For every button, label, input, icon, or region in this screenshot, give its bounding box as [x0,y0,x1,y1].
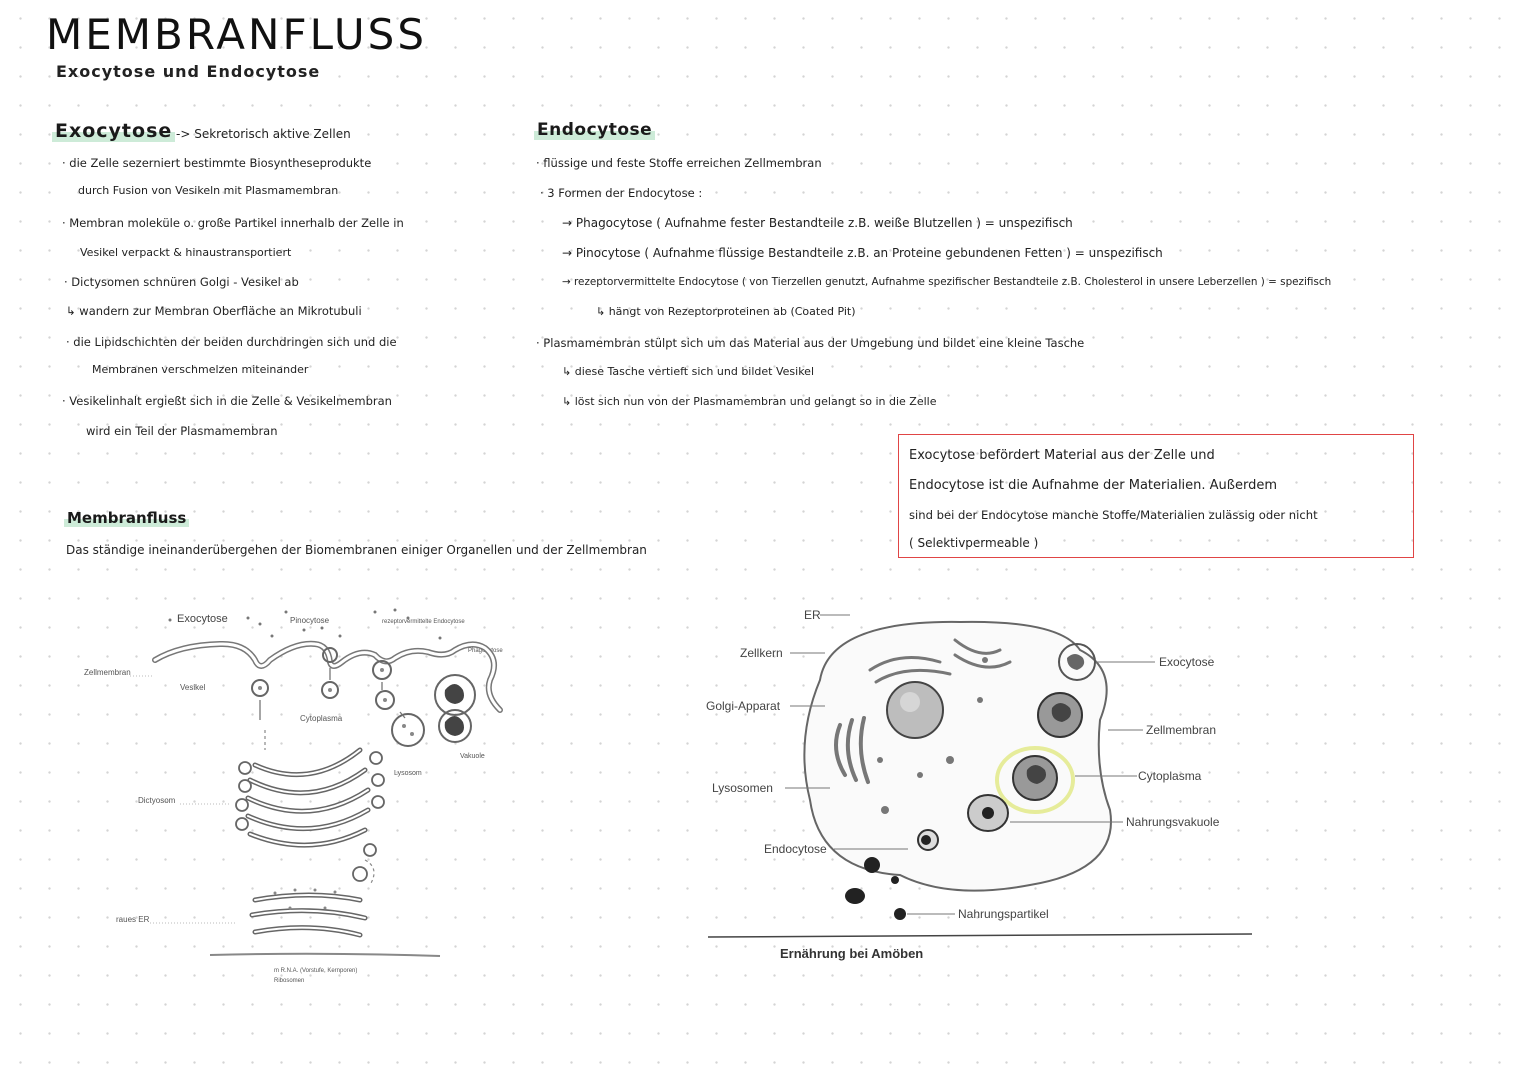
endo-line-2: · 3 Formen der Endocytose : [540,186,703,200]
amoeba-label-golgi: Golgi-Apparat [706,699,781,713]
exo-line-2: durch Fusion von Vesikeln mit Plasmamembran [78,184,339,197]
amoeba-label-nahrungspartikel: Nahrungspartikel [958,907,1049,921]
exo-line-8: Membranen verschmelzen miteinander [92,363,309,376]
amoeba-label-cytoplasma: Cytoplasma [1138,769,1202,783]
page-subtitle: Exocytose und Endocytose [56,62,321,81]
exocytose-heading: Exocytose [52,120,175,142]
exo-line-5: · Dictysomen schnüren Golgi - Vesikel ab [64,275,299,289]
label-dictyosom: Dictyosom [138,796,176,805]
label-exocytose: Exocytose [177,613,228,625]
label-cytoplasma: Cytoplasma [300,714,343,723]
label-pinocytose: Pinocytose [290,616,330,625]
exo-line-1: · die Zelle sezerniert bestimmte Biosyntheseprodukte [62,156,372,170]
label-lysosom: Lysosom [394,770,422,777]
label-ribosomen: Ribosomen [274,978,305,984]
amoeba-label-endocytose: Endocytose [764,842,827,856]
label-zellmembran: Zellmembran [84,668,131,677]
label-vesikel: Vesikel [180,683,206,692]
exocytose-note: -> Sekretorisch aktive Zellen [176,127,351,141]
page-title: MEMBRANFLUSS [46,10,427,59]
exo-line-3: · Membran moleküle o. große Partikel innerhalb der Zelle in [62,216,404,230]
amoeba-label-zellkern: Zellkern [740,646,783,660]
amoeba-label-er: ER [804,608,821,622]
membrane-flow-diagram [60,600,550,1000]
endo-line-9: ↳ löst sich nun von der Plasmamembran und gelangt so in die Zelle [562,395,937,408]
exo-line-4: Vesikel verpackt & hinaustransportiert [80,246,292,259]
amoeba-caption: Ernährung bei Amöben [780,946,924,961]
membranfluss-definition: Das ständige ineinanderübergehen der Biomembranen einiger Organellen und der Zellmembran [66,543,647,557]
summary-line-4: ( Selektivpermeable ) [909,536,1039,550]
amoeba-label-lysosomen: Lysosomen [712,781,773,795]
amoeba-label-exocytose: Exocytose [1159,655,1215,669]
endocytose-heading: Endocytose [534,120,655,140]
summary-line-3: sind bei der Endocytose manche Stoffe/Materialien zulässig oder nicht [909,508,1318,522]
endo-line-8: ↳ diese Tasche vertieft sich und bildet Vesikel [562,365,815,378]
exo-line-10: wird ein Teil der Plasmamembran [86,424,278,438]
label-rezeptor: rezeptorvermittelte Endocytose [382,619,465,625]
endo-line-5: → rezeptorvermittelte Endocytose ( von Tierzellen genutzt, Aufnahme spezifischer Bestandteile z.B. Cholesterol in unsere Leberzellen ) = spezifisch [562,276,1332,288]
endo-line-6: ↳ hängt von Rezeptorproteinen ab (Coated Pit) [596,305,856,318]
membranfluss-heading: Membranfluss [64,509,189,527]
exo-line-6: ↳ wandern zur Membran Oberfläche an Mikrotubuli [66,304,362,318]
endo-line-7: · Plasmamembran stülpt sich um das Material aus der Umgebung und bildet eine kleine Tasche [536,336,1085,350]
endo-line-1: · flüssige und feste Stoffe erreichen Zellmembran [536,156,822,170]
endo-line-3: → Phagocytose ( Aufnahme fester Bestandteile z.B. weiße Blutzellen ) = unspezifisch [562,216,1073,230]
amoeba-label-nahrungsvakuole: Nahrungsvakuole [1126,815,1220,829]
endo-line-4: → Pinocytose ( Aufnahme flüssige Bestandteile z.B. an Proteine gebundenen Fetten ) = unspezifisch [562,246,1163,260]
summary-box [898,434,1414,558]
exo-line-7: · die Lipidschichten der beiden durchdringen sich und die [66,335,397,349]
label-vakuole: Vakuole [460,753,485,760]
label-phagocytose: Phagocytose [468,648,503,654]
amoeba-label-zellmembran: Zellmembran [1146,723,1217,737]
label-raues-er: raues ER [116,915,150,924]
summary-line-1: Exocytose befördert Material aus der Zelle und [909,448,1215,463]
exo-line-9: · Vesikelinhalt ergießt sich in die Zelle & Vesikelmembran [62,394,392,408]
label-mrna: m R.N.A. (Vorstufe, Kernporen) [274,968,358,974]
amoeba-diagram [700,600,1260,970]
summary-line-2: Endocytose ist die Aufnahme der Materialien. Außerdem [909,478,1278,493]
